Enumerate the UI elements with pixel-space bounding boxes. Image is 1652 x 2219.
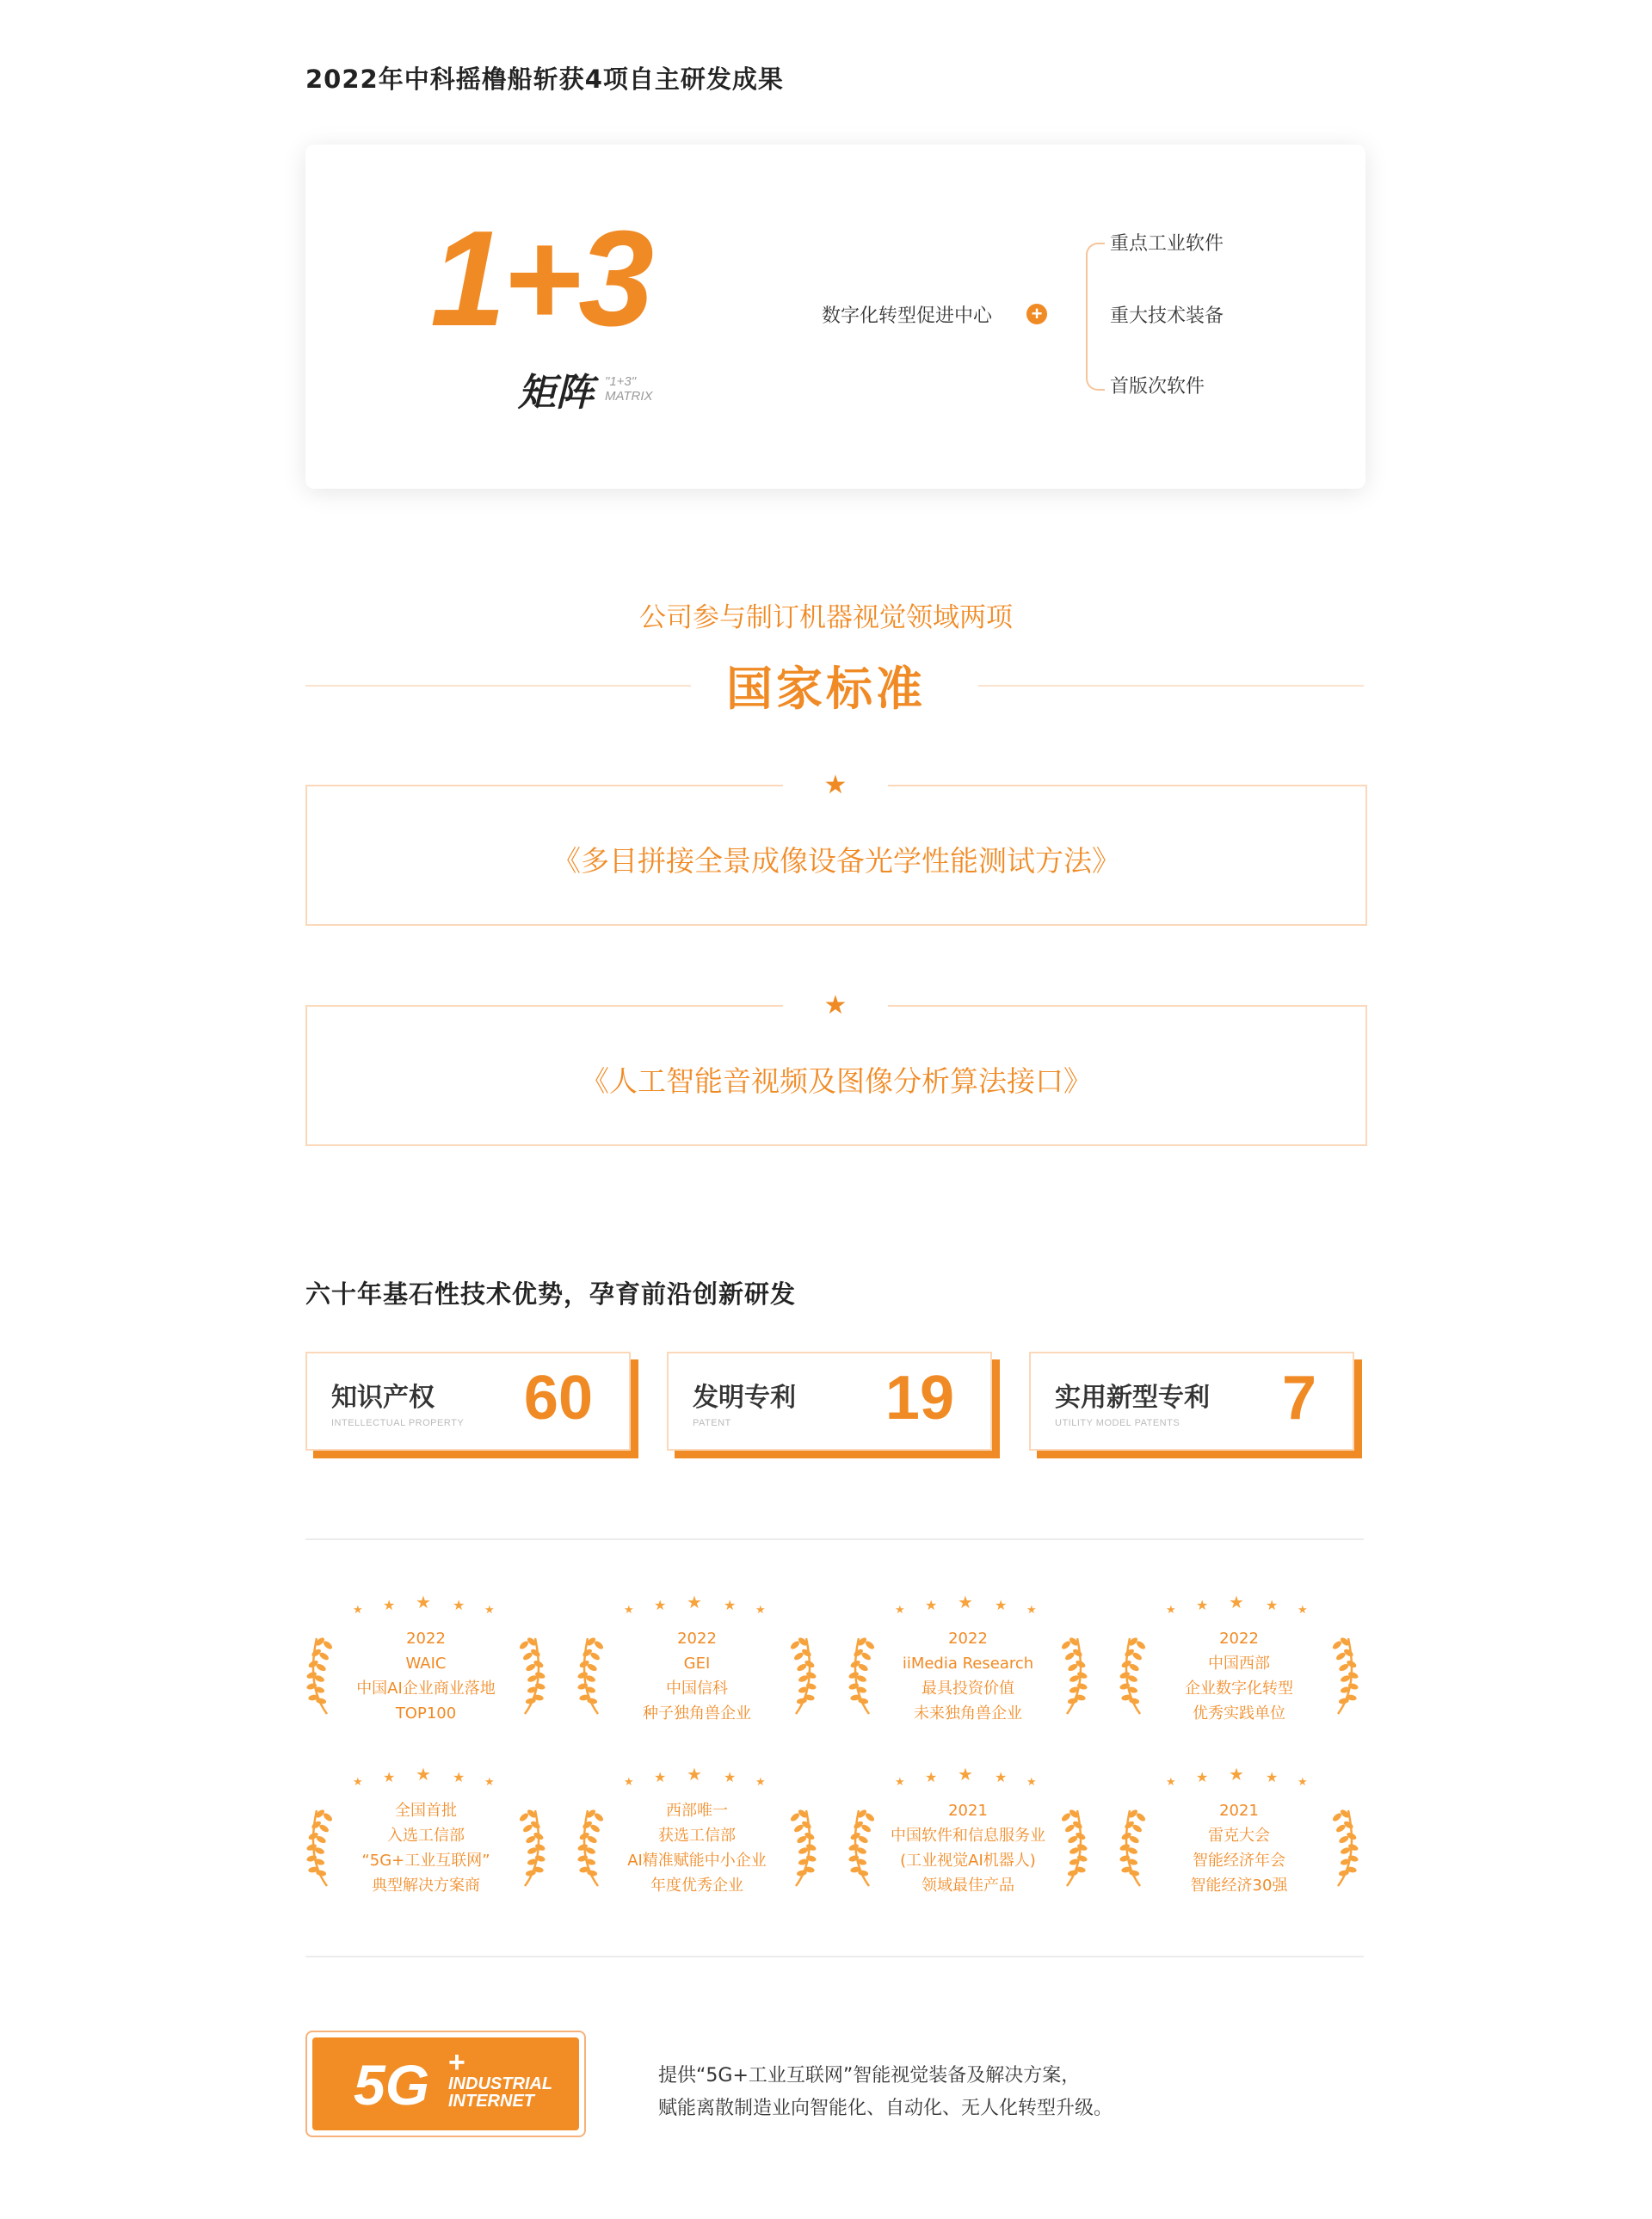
laurel-left-icon — [301, 1635, 336, 1720]
section-title-achievements: 2022年中科摇橹船斩获4项自主研发成果 — [305, 65, 784, 94]
logo-5g-text: 5G — [354, 2053, 430, 2117]
laurel-right-icon — [1058, 1807, 1093, 1892]
star-icon: ★ — [755, 1776, 766, 1789]
laurel-left-icon — [301, 1807, 336, 1892]
star-icon: ★ — [925, 1597, 938, 1613]
matrix-center-text: 数字化转型促进中心 — [822, 305, 993, 327]
award-line: AI精准赋能中小企业 — [627, 1852, 767, 1870]
award-stars — [843, 1762, 1093, 1793]
award-line: 2022 — [1219, 1630, 1259, 1648]
branch-item: 重大技术装备 — [1110, 305, 1224, 327]
award-line: 智能经济年会 — [1193, 1852, 1285, 1870]
stat-value: 7 — [1281, 1364, 1316, 1433]
star-icon: ★ — [925, 1769, 938, 1785]
laurel-left-icon — [843, 1635, 878, 1720]
laurel-right-icon — [516, 1807, 551, 1892]
star-icon: ★ — [687, 1764, 702, 1784]
award-badge — [1114, 1762, 1364, 1917]
5g-industrial-internet-logo — [305, 2031, 586, 2137]
award-stars — [572, 1762, 822, 1793]
stat-card-utility — [1029, 1352, 1354, 1451]
stat-sublabel: PATENT — [693, 1418, 731, 1428]
award-line: 中国AI企业商业落地 — [356, 1680, 496, 1698]
branch-bracket — [1086, 243, 1105, 391]
star-icon: ★ — [624, 1776, 634, 1789]
award-badge — [301, 1590, 551, 1745]
award-line: iiMedia Research — [902, 1655, 1034, 1673]
logo-industrial-text — [448, 2075, 552, 2110]
star-icon: ★ — [484, 1604, 495, 1617]
matrix-label: 矩阵 — [518, 371, 594, 415]
stat-value: 60 — [523, 1364, 593, 1433]
branch-item: 重点工业软件 — [1110, 233, 1224, 255]
award-line: 2021 — [948, 1802, 988, 1820]
star-icon: ★ — [687, 1592, 702, 1612]
star-icon: ★ — [353, 1776, 363, 1789]
standard-name: 《人工智能音视频及图像分析算法接口》 — [581, 1064, 1092, 1098]
star-icon: ★ — [995, 1769, 1008, 1785]
star-icon: ★ — [416, 1764, 431, 1784]
stat-label: 实用新型专利 — [1055, 1383, 1210, 1413]
star-icon: ★ — [895, 1776, 905, 1789]
stat-label: 知识产权 — [331, 1383, 435, 1413]
award-line: 最具投资价值 — [922, 1680, 1014, 1698]
laurel-left-icon — [1114, 1635, 1149, 1720]
award-line: 优秀实践单位 — [1193, 1704, 1285, 1723]
standard-name: 《多目拼接全景成像设备光学性能测试方法》 — [552, 844, 1120, 878]
award-stars — [301, 1762, 551, 1793]
industrial-desc-line1: 提供“5G+工业互联网”智能视觉装备及解决方案， — [658, 2065, 1081, 2086]
matrix-sub-label — [605, 374, 653, 404]
star-icon: ★ — [1026, 1776, 1037, 1789]
award-line: 年度优秀企业 — [650, 1877, 743, 1895]
award-line: TOP100 — [395, 1704, 457, 1723]
standards-intro: 公司参与制订机器视觉领域两项 — [639, 602, 1013, 633]
laurel-left-icon — [572, 1635, 607, 1720]
award-line: 中国西部 — [1208, 1655, 1270, 1673]
laurel-right-icon — [787, 1807, 822, 1892]
award-badge — [843, 1762, 1093, 1917]
section-divider — [305, 1538, 1364, 1540]
award-stars — [1114, 1762, 1364, 1793]
matrix-sub-line1: "1+3" — [605, 374, 637, 389]
award-badge — [843, 1590, 1093, 1745]
award-line: 2022 — [406, 1630, 446, 1648]
award-line: 智能经济30强 — [1190, 1877, 1288, 1895]
star-icon: ★ — [453, 1769, 465, 1785]
star-icon: ★ — [995, 1597, 1008, 1613]
award-line: 获选工信部 — [658, 1827, 736, 1845]
star-icon: ★ — [895, 1604, 905, 1617]
laurel-left-icon — [843, 1807, 878, 1892]
laurel-left-icon — [1114, 1807, 1149, 1892]
star-icon: ★ — [1229, 1592, 1244, 1612]
award-line: 中国软件和信息服务业 — [891, 1827, 1045, 1845]
award-line: 2022 — [677, 1630, 717, 1648]
award-line: 雷克大会 — [1208, 1827, 1270, 1845]
star-icon: ★ — [1196, 1597, 1209, 1613]
stat-sublabel: UTILITY MODEL PATENTS — [1055, 1418, 1180, 1428]
award-line: 典型解决方案商 — [372, 1877, 480, 1895]
star-icon: ★ — [724, 1597, 737, 1613]
award-line: (工业视觉AI机器人) — [900, 1852, 1036, 1870]
award-badge — [572, 1762, 822, 1917]
star-icon: ★ — [654, 1769, 667, 1785]
award-line: 2022 — [948, 1630, 988, 1648]
stat-card-patent — [667, 1352, 992, 1451]
award-line: 领域最佳产品 — [922, 1877, 1014, 1895]
star-icon: ★ — [958, 1592, 973, 1612]
star-icon: ★ — [1166, 1776, 1176, 1789]
star-icon: ★ — [654, 1597, 667, 1613]
laurel-left-icon — [572, 1807, 607, 1892]
award-line: “5G+工业互联网” — [361, 1852, 490, 1870]
star-icon: ★ — [1166, 1604, 1176, 1617]
award-badge — [572, 1590, 822, 1745]
logo-line1: INDUSTRIAL — [448, 2074, 553, 2093]
star-icon: ★ — [353, 1604, 363, 1617]
award-line: WAIC — [405, 1655, 447, 1673]
award-line: 西部唯一 — [666, 1802, 728, 1820]
star-icon: ★ — [1229, 1764, 1244, 1784]
award-stars — [572, 1590, 822, 1621]
stat-value: 19 — [885, 1364, 954, 1433]
award-badge — [301, 1762, 551, 1917]
star-icon: ★ — [383, 1769, 396, 1785]
star-icon: ★ — [453, 1597, 465, 1613]
industrial-desc-line2: 赋能离散制造业向智能化、自动化、无人化转型升级。 — [658, 2098, 1113, 2119]
branch-item: 首版次软件 — [1110, 376, 1205, 398]
star-icon: ★ — [724, 1769, 737, 1785]
matrix-sub-line2: MATRIX — [605, 389, 653, 404]
star-icon: ★ — [1196, 1769, 1209, 1785]
laurel-right-icon — [787, 1635, 822, 1720]
award-line: 企业数字化转型 — [1185, 1680, 1293, 1698]
stat-label: 发明专利 — [693, 1383, 796, 1413]
logo-plus: + — [448, 2046, 465, 2079]
award-line: 入选工信部 — [387, 1827, 465, 1845]
laurel-right-icon — [1058, 1635, 1093, 1720]
star-icon: ★ — [383, 1597, 396, 1613]
award-line: 2021 — [1219, 1802, 1259, 1820]
stat-card-ip — [305, 1352, 631, 1451]
award-stars — [301, 1590, 551, 1621]
star-icon: ★ — [1298, 1776, 1308, 1789]
star-icon: ★ — [1298, 1604, 1308, 1617]
standards-title: 国家标准 — [726, 662, 926, 716]
star-icon: ★ — [823, 990, 848, 1020]
laurel-right-icon — [516, 1635, 551, 1720]
award-line: 全国首批 — [395, 1802, 457, 1820]
award-badge — [1114, 1590, 1364, 1745]
star-icon: ★ — [958, 1764, 973, 1784]
award-line: 中国信科 — [666, 1680, 728, 1698]
award-line: 种子独角兽企业 — [643, 1704, 751, 1723]
star-icon: ★ — [1026, 1604, 1037, 1617]
laurel-right-icon — [1329, 1807, 1364, 1892]
matrix-big-number: 1+3 — [430, 203, 651, 354]
logo-line2: INTERNET — [448, 2092, 534, 2111]
star-icon: ★ — [1266, 1769, 1279, 1785]
award-stars — [1114, 1590, 1364, 1621]
star-icon: ★ — [416, 1592, 431, 1612]
star-icon: ★ — [624, 1604, 634, 1617]
section-title-tech: 六十年基石性技术优势，孕育前沿创新研发 — [305, 1279, 797, 1309]
star-icon: ★ — [755, 1604, 766, 1617]
star-icon: ★ — [823, 770, 848, 800]
stat-sublabel: INTELLECTUAL PROPERTY — [331, 1418, 465, 1428]
award-line: 未来独角兽企业 — [914, 1704, 1022, 1723]
star-icon: ★ — [484, 1776, 495, 1789]
laurel-right-icon — [1329, 1635, 1364, 1720]
award-stars — [843, 1590, 1093, 1621]
star-icon: ★ — [1266, 1597, 1279, 1613]
section-divider — [305, 1956, 1364, 1957]
award-line: GEI — [683, 1655, 711, 1673]
plus-icon: + — [1026, 304, 1047, 324]
